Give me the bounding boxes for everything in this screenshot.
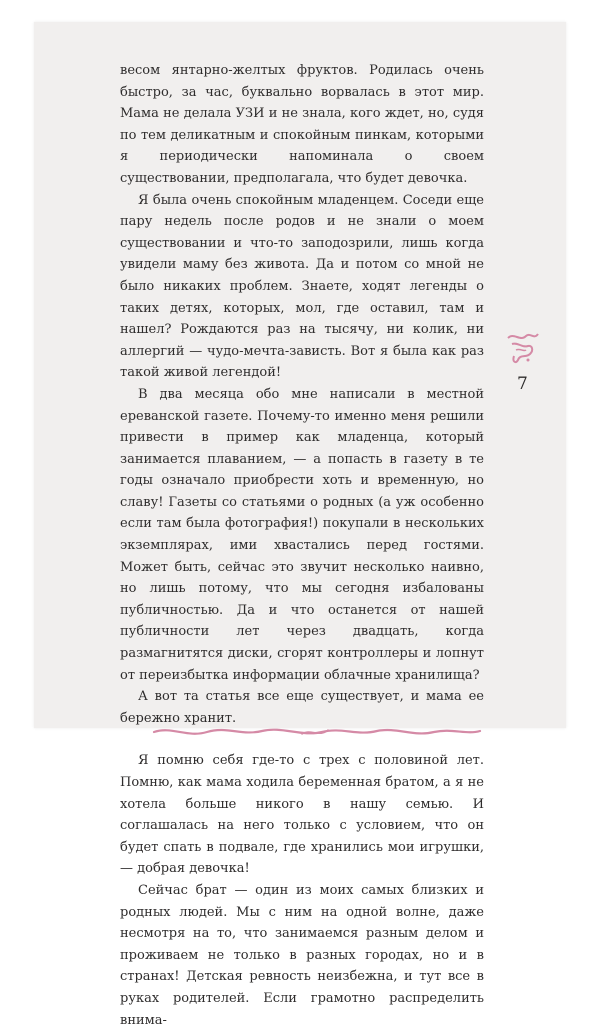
paragraph-2: Я была очень спокойным младенцем. Соседи еще пару недель после родов и не знали о моем существовании и что-то заподозрили, лишь когда увидели маму без живота. Да и потом со мной не было никаких проблем. Знаете, ходят легенды о таких детях, которых, мол, где оставил, там и нашел? Рождаются раз на тысячу, ни колик, ни аллергий — чудо-мечта-зависть. Вот я была как раз такой живой легендой!	[120, 192, 484, 381]
page-number: 7	[517, 374, 528, 394]
paragraph-6: Сейчас брат — один из моих самых близких и родных людей. Мы с ним на одной волне, даже несмотря на то, что занимаемся разным делом и проживаем не только в разных городах, но и в странах! Детская ревность неизбежна, и тут все в руках родителей. Если грамотно распределить внима-	[120, 882, 484, 1028]
paragraph-3: В два месяца обо мне написали в местной ереванской газете. Почему-то именно меня решили привести в пример как младенца, который занимается плаванием, — а попасть в газету в те годы означало приобрести хоть и временную, но славу! Газеты со статьями о родных (а уж особенно если там была фотография!) покупали в нескольких экземплярах, ими хвастались перед гостями. Может быть, сейчас это звучит несколько наивно, но лишь потому, что мы сегодня избалованы публичностью. Да и что останется от нашей публичности лет через двадцать, когда размагнитятся диски, сгорят контроллеры и лопнут от переизбытка информации облачные хранилища?	[120, 386, 484, 683]
book-page	[34, 22, 566, 1028]
paragraph-4: А вот та статья все еще существует, и мама ее бережно хранит.	[120, 689, 484, 726]
body-text	[120, 60, 484, 1031]
paragraph-5: Я помню себя где-то с трех с половиной лет. Помню, как мама ходила беременная братом, а я не хотела больше никого в нашу семью. И соглашалась на него только с условием, что он будет спать в подвале, где хранились мои игрушки, — добрая девочка!	[120, 753, 484, 877]
page-corner-ornament-icon	[504, 324, 544, 368]
bottom-wave-ornament-icon	[152, 722, 482, 742]
paragraph-1: весом янтарно-желтых фруктов. Родилась очень быстро, за час, буквально ворвалась в этот мир. Мама не делала УЗИ и не знала, кого ждет, но, судя по тем деликатным и спокойным пинкам, которыми я периодически напоминала о своем существовании, предполагала, что будет девочка.	[120, 63, 484, 186]
